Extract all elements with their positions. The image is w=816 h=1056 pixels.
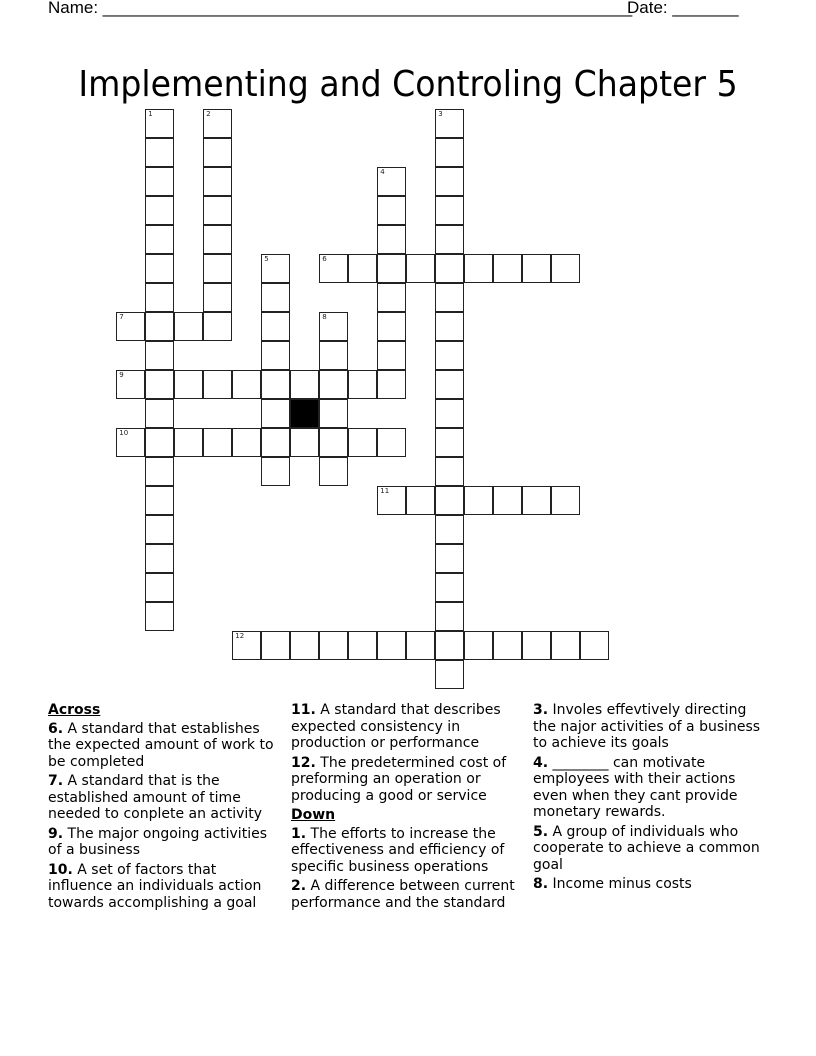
grid-cell[interactable] — [261, 283, 290, 312]
clue-down-4 — [533, 755, 768, 821]
clue-number: 7. — [48, 773, 64, 789]
grid-cell[interactable] — [261, 399, 290, 428]
grid-cell[interactable] — [261, 631, 290, 660]
grid-cell[interactable] — [406, 631, 435, 660]
down-heading: Down — [291, 807, 336, 823]
grid-cell[interactable] — [203, 254, 232, 283]
grid-cell[interactable] — [464, 486, 493, 515]
grid-cell[interactable] — [522, 486, 551, 515]
grid-cell[interactable] — [435, 370, 464, 399]
clue-text: A standard that is the established amount of time needed to conplete an activity — [48, 773, 263, 822]
grid-cell[interactable] — [377, 254, 406, 283]
cell-number: 7 — [119, 313, 124, 322]
clue-across-11 — [291, 702, 526, 752]
grid-cell[interactable] — [145, 138, 174, 167]
grid-cell[interactable] — [435, 341, 464, 370]
grid-cell[interactable] — [493, 254, 522, 283]
clue-across-7 — [48, 773, 283, 823]
grid-cell[interactable] — [319, 631, 348, 660]
grid-cell[interactable] — [261, 428, 290, 457]
clue-text: A standard that establishes the expected amount of work to be completed — [48, 720, 274, 770]
clue-number: 6. — [48, 720, 64, 737]
grid-cell[interactable] — [377, 486, 406, 515]
grid-cell[interactable] — [348, 631, 377, 660]
grid-cell[interactable] — [580, 631, 609, 660]
clue-down-1 — [291, 826, 526, 876]
grid-cell[interactable] — [145, 312, 174, 341]
clue-number: 11. — [291, 702, 316, 718]
grid-cell[interactable] — [435, 283, 464, 312]
grid-cell[interactable] — [377, 312, 406, 341]
date-field[interactable]: Date: _______ — [627, 0, 739, 17]
cell-number: 6 — [322, 255, 327, 264]
clue-text: A group of individuals who cooperate to achieve a common goal — [533, 823, 760, 873]
grid-cell[interactable] — [377, 167, 406, 196]
grid-cell[interactable] — [145, 196, 174, 225]
grid-cell[interactable] — [435, 254, 464, 283]
grid-cell[interactable] — [377, 225, 406, 254]
grid-cell[interactable] — [145, 544, 174, 573]
clue-text: The efforts to increase the effectiveness and efficiency of specific business operations — [291, 825, 505, 875]
grid-cell[interactable] — [203, 167, 232, 196]
grid-cell[interactable] — [435, 109, 464, 138]
grid-cell[interactable] — [145, 457, 174, 486]
grid-cell[interactable] — [145, 428, 174, 457]
grid-cell[interactable] — [319, 428, 348, 457]
grid-cell[interactable] — [464, 254, 493, 283]
grid-cell[interactable] — [435, 660, 464, 689]
clue-number: 2. — [291, 878, 307, 894]
clue-number: 4. — [533, 754, 549, 771]
clue-text: ________ can motivate employees with their actions even when they cant provide monetary rewards. — [533, 754, 738, 820]
grid-cell[interactable] — [145, 341, 174, 370]
clue-across-6 — [48, 721, 283, 771]
grid-cell[interactable] — [493, 631, 522, 660]
grid-cell[interactable] — [261, 254, 290, 283]
cell-number: 1 — [148, 110, 153, 119]
across-heading: Across — [48, 702, 101, 718]
grid-cell[interactable] — [435, 167, 464, 196]
grid-cell[interactable] — [174, 428, 203, 457]
grid-cell[interactable] — [203, 225, 232, 254]
clue-number: 9. — [48, 825, 64, 842]
clue-down-8 — [533, 876, 768, 893]
grid-cell[interactable] — [116, 428, 145, 457]
grid-cell[interactable] — [377, 631, 406, 660]
grid-cell[interactable] — [551, 631, 580, 660]
grid-cell[interactable] — [145, 167, 174, 196]
cell-number: 8 — [322, 313, 327, 322]
clue-text: Income minus costs — [548, 876, 692, 892]
clue-text: The major ongoing activities of a business — [48, 825, 267, 858]
grid-cell[interactable] — [377, 341, 406, 370]
grid-cell[interactable] — [145, 486, 174, 515]
clues-column-2 — [291, 702, 526, 914]
cell-number: 11 — [380, 487, 390, 496]
grid-cell[interactable] — [551, 254, 580, 283]
clue-number: 8. — [533, 876, 549, 892]
grid-cell[interactable] — [290, 370, 319, 399]
grid-cell[interactable] — [319, 457, 348, 486]
page-title: Implementing and Controling Chapter 5 — [78, 64, 738, 106]
grid-cell[interactable] — [203, 370, 232, 399]
grid-cell[interactable] — [348, 428, 377, 457]
grid-cell[interactable] — [435, 602, 464, 631]
grid-cell[interactable] — [145, 573, 174, 602]
clue-number: 5. — [533, 823, 549, 840]
grid-cell[interactable] — [406, 486, 435, 515]
grid-cell[interactable] — [145, 109, 174, 138]
cell-number: 12 — [235, 632, 245, 641]
grid-cell[interactable] — [319, 341, 348, 370]
grid-cell[interactable] — [319, 370, 348, 399]
grid-cell[interactable] — [493, 486, 522, 515]
grid-cell[interactable] — [551, 486, 580, 515]
clue-number: 1. — [291, 825, 307, 842]
grid-cell[interactable] — [145, 283, 174, 312]
clue-across-9 — [48, 826, 283, 859]
grid-cell[interactable] — [348, 254, 377, 283]
clue-text: A difference between current performance and the standard — [291, 878, 515, 911]
clue-across-10 — [48, 862, 283, 912]
grid-cell[interactable] — [377, 283, 406, 312]
grid-cell[interactable] — [232, 428, 261, 457]
grid-cell[interactable] — [145, 399, 174, 428]
grid-cell[interactable] — [261, 370, 290, 399]
grid-cell[interactable] — [435, 312, 464, 341]
grid-cell[interactable] — [435, 428, 464, 457]
grid-cell[interactable] — [174, 312, 203, 341]
grid-cell[interactable] — [348, 370, 377, 399]
grid-cell[interactable] — [435, 399, 464, 428]
grid-cell[interactable] — [319, 312, 348, 341]
grid-cell[interactable] — [319, 254, 348, 283]
grid-cell[interactable] — [435, 544, 464, 573]
grid-cell[interactable] — [203, 428, 232, 457]
clue-text: Involes effevtively directing the najor activities of a business to achieve its goals — [533, 702, 761, 751]
clue-number: 12. — [291, 754, 316, 771]
grid-cell[interactable] — [319, 399, 348, 428]
grid-cell[interactable] — [203, 196, 232, 225]
grid-cell[interactable] — [435, 196, 464, 225]
grid-cell[interactable] — [116, 312, 145, 341]
grid-cell[interactable] — [116, 370, 145, 399]
cell-number: 2 — [206, 110, 211, 119]
grid-cell[interactable] — [435, 515, 464, 544]
grid-cell[interactable] — [522, 631, 551, 660]
grid-cell[interactable] — [406, 254, 435, 283]
grid-cell[interactable] — [377, 370, 406, 399]
grid-cell[interactable] — [435, 225, 464, 254]
grid-cell[interactable] — [435, 486, 464, 515]
clue-text: A set of factors that influence an individuals action towards accomplishing a goal — [48, 861, 262, 911]
clue-down-2 — [291, 878, 526, 911]
grid-cell[interactable] — [145, 602, 174, 631]
grid-cell[interactable] — [261, 341, 290, 370]
grid-cell[interactable] — [145, 225, 174, 254]
grid-cell[interactable] — [435, 573, 464, 602]
grid-cell[interactable] — [232, 370, 261, 399]
name-field[interactable]: Name: ________________________________________________________ — [48, 0, 633, 17]
grid-cell[interactable] — [145, 515, 174, 544]
clue-text: The predetermined cost of preforming an operation or producing a good or service — [291, 754, 507, 804]
clue-number: 3. — [533, 702, 549, 718]
grid-cell[interactable] — [290, 428, 319, 457]
grid-cell[interactable] — [435, 631, 464, 660]
grid-cell[interactable] — [203, 312, 232, 341]
grid-cell[interactable] — [464, 631, 493, 660]
cell-number: 3 — [438, 110, 443, 119]
grid-cell[interactable] — [174, 370, 203, 399]
grid-cell[interactable] — [522, 254, 551, 283]
grid-cell[interactable] — [435, 457, 464, 486]
grid-cell[interactable] — [203, 138, 232, 167]
clue-across-12 — [291, 755, 526, 805]
grid-cell[interactable] — [145, 254, 174, 283]
cell-number: 5 — [264, 255, 269, 264]
clue-number: 10. — [48, 861, 73, 878]
cell-number: 10 — [119, 429, 129, 438]
grid-cell[interactable] — [435, 138, 464, 167]
clue-down-5 — [533, 824, 768, 874]
grid-cell[interactable] — [261, 312, 290, 341]
grid-cell[interactable] — [290, 631, 319, 660]
black-cell — [290, 399, 319, 428]
grid-cell[interactable] — [261, 457, 290, 486]
clue-text: A standard that describes expected consistency in production or performance — [291, 702, 501, 751]
cell-number: 4 — [380, 168, 385, 177]
grid-cell[interactable] — [203, 283, 232, 312]
grid-cell[interactable] — [232, 631, 261, 660]
grid-cell[interactable] — [377, 196, 406, 225]
clues-column-3 — [533, 702, 768, 896]
clues-column-1 — [48, 702, 283, 914]
grid-cell[interactable] — [145, 370, 174, 399]
grid-cell[interactable] — [377, 428, 406, 457]
cell-number: 9 — [119, 371, 124, 380]
grid-cell[interactable] — [203, 109, 232, 138]
clue-down-3 — [533, 702, 768, 752]
